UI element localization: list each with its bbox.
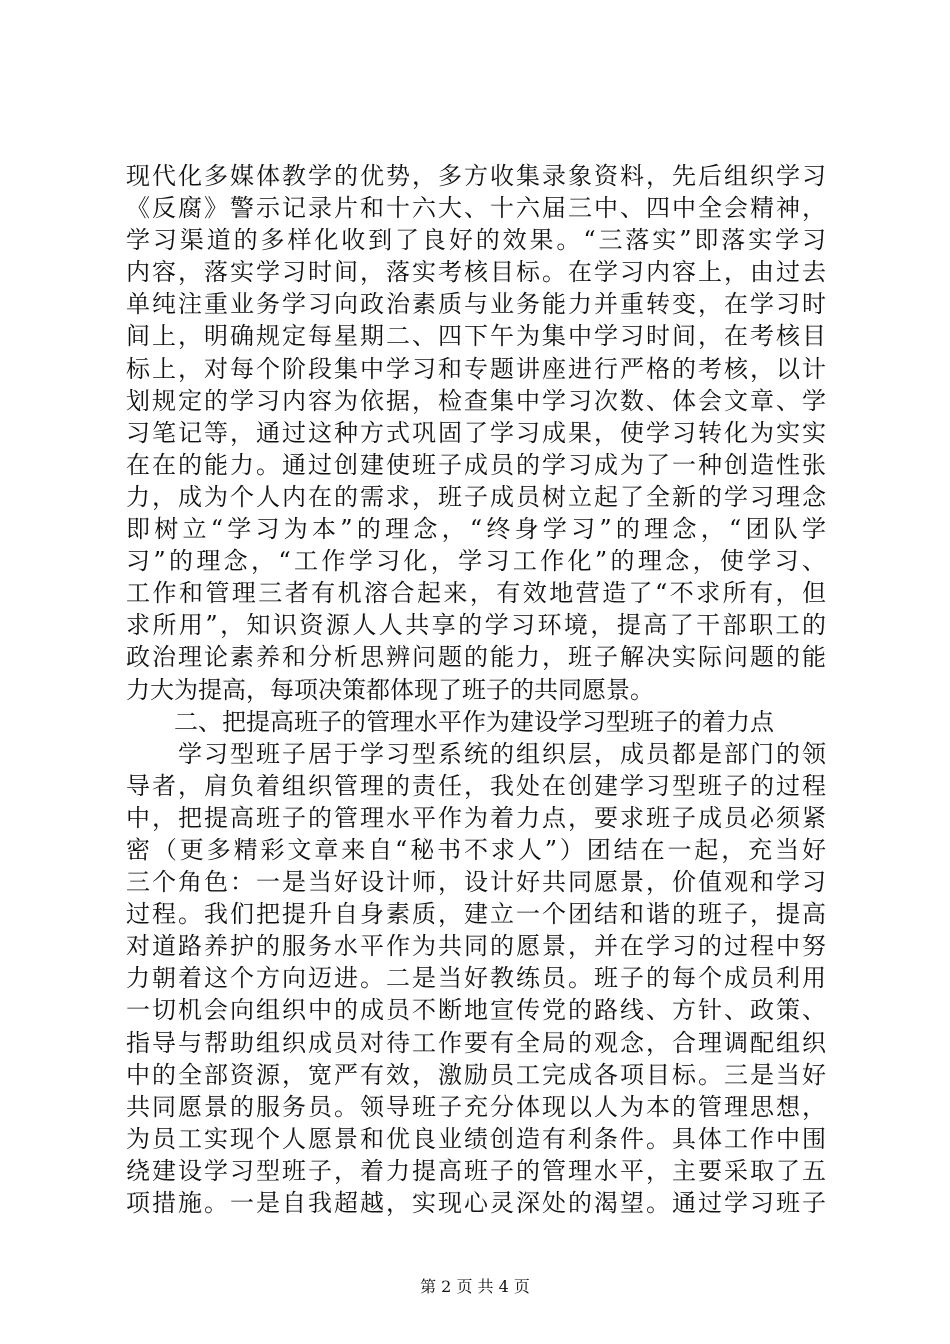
text-line: 学习渠道的多样化收到了良好的效果。“三落实”即落实学习: [126, 226, 826, 255]
text-line: 内容，落实学习时间，落实考核目标。在学习内容上，由过去: [126, 258, 826, 287]
text-line: 在在的能力。通过创建使班子成员的学习成为了一种创造性张: [126, 450, 826, 479]
text-line: 即树立“学习为本”的理念，“终身学习”的理念，“团队学: [126, 515, 826, 544]
text-line: 划规定的学习内容为依据，检查集中学习次数、体会文章、学: [126, 386, 826, 415]
document-body: [126, 160, 826, 1219]
text-line: 力大为提高，每项决策都体现了班子的共同愿景。: [126, 675, 654, 704]
text-line: 力，成为个人内在的需求，班子成员树立起了全新的学习理念: [126, 482, 826, 511]
text-line: 工作和管理三者有机溶合起来，有效地营造了“不求所有，但: [126, 579, 826, 608]
text-line: 力朝着这个方向迈进。二是当好教练员。班子的每个成员利用: [126, 964, 826, 993]
text-line: 标上，对每个阶段集中学习和专题讲座进行严格的考核，以计: [126, 354, 826, 383]
text-line: 密（更多精彩文章来自“秘书不求人”）团结在一起，充当好: [126, 835, 826, 864]
text-line: 指导与帮助组织成员对待工作要有全局的观念，合理调配组织: [126, 1028, 826, 1057]
text-line: 学习型班子居于学习型系统的组织层，成员都是部门的领: [126, 739, 826, 768]
text-line: 间上，明确规定每星期二、四下午为集中学习时间，在考核目: [126, 322, 826, 351]
text-line: 一切机会向组织中的成员不断地宣传党的路线、方针、政策、: [126, 996, 826, 1025]
text-line: 单纯注重业务学习向政治素质与业务能力并重转变，在学习时: [126, 290, 826, 319]
text-line: 项措施。一是自我超越，实现心灵深处的渴望。通过学习班子: [126, 1189, 826, 1217]
text-line: 三个角色：一是当好设计师，设计好共同愿景，价值观和学习: [126, 868, 826, 897]
text-line: 现代化多媒体教学的优势，多方收集录象资料，先后组织学习: [126, 162, 826, 190]
text-line: 求所用”，知识资源人人共享的学习环境，提高了干部职工的: [126, 611, 826, 640]
text-line: 导者，肩负着组织管理的责任，我处在创建学习型班子的过程: [126, 771, 826, 800]
text-line: 对道路养护的服务水平作为共同的愿景，并在学习的过程中努: [126, 932, 826, 961]
text-line: 过程。我们把提升自身素质，建立一个团结和谐的班子，提高: [126, 900, 826, 929]
text-line: 共同愿景的服务员。领导班子充分体现以人为本的管理思想，: [126, 1092, 826, 1121]
text-line: 中，把提高班子的管理水平作为着力点，要求班子成员必须紧: [126, 803, 826, 832]
text-line: 习”的理念，“工作学习化，学习工作化”的理念，使学习、: [126, 547, 826, 576]
text-line: 绕建设学习型班子，着力提高班子的管理水平，主要采取了五: [126, 1156, 826, 1185]
text-line: 习笔记等，通过这种方式巩固了学习成果，使学习转化为实实: [126, 418, 826, 447]
section-heading: 二、把提高班子的管理水平作为建设学习型班子的着力点: [126, 707, 774, 736]
text-line: 为员工实现个人愿景和优良业绩创造有利条件。具体工作中围: [126, 1124, 826, 1153]
page-footer: 第 2 页 共 4 页: [420, 1277, 530, 1296]
text-line: 政治理论素养和分析思辨问题的能力，班子解决实际问题的能: [126, 643, 826, 672]
text-line: 中的全部资源，宽严有效，激励员工完成各项目标。三是当好: [126, 1060, 826, 1089]
text-line: 《反腐》警示记录片和十六大、十六届三中、四中全会精神，: [126, 194, 826, 223]
